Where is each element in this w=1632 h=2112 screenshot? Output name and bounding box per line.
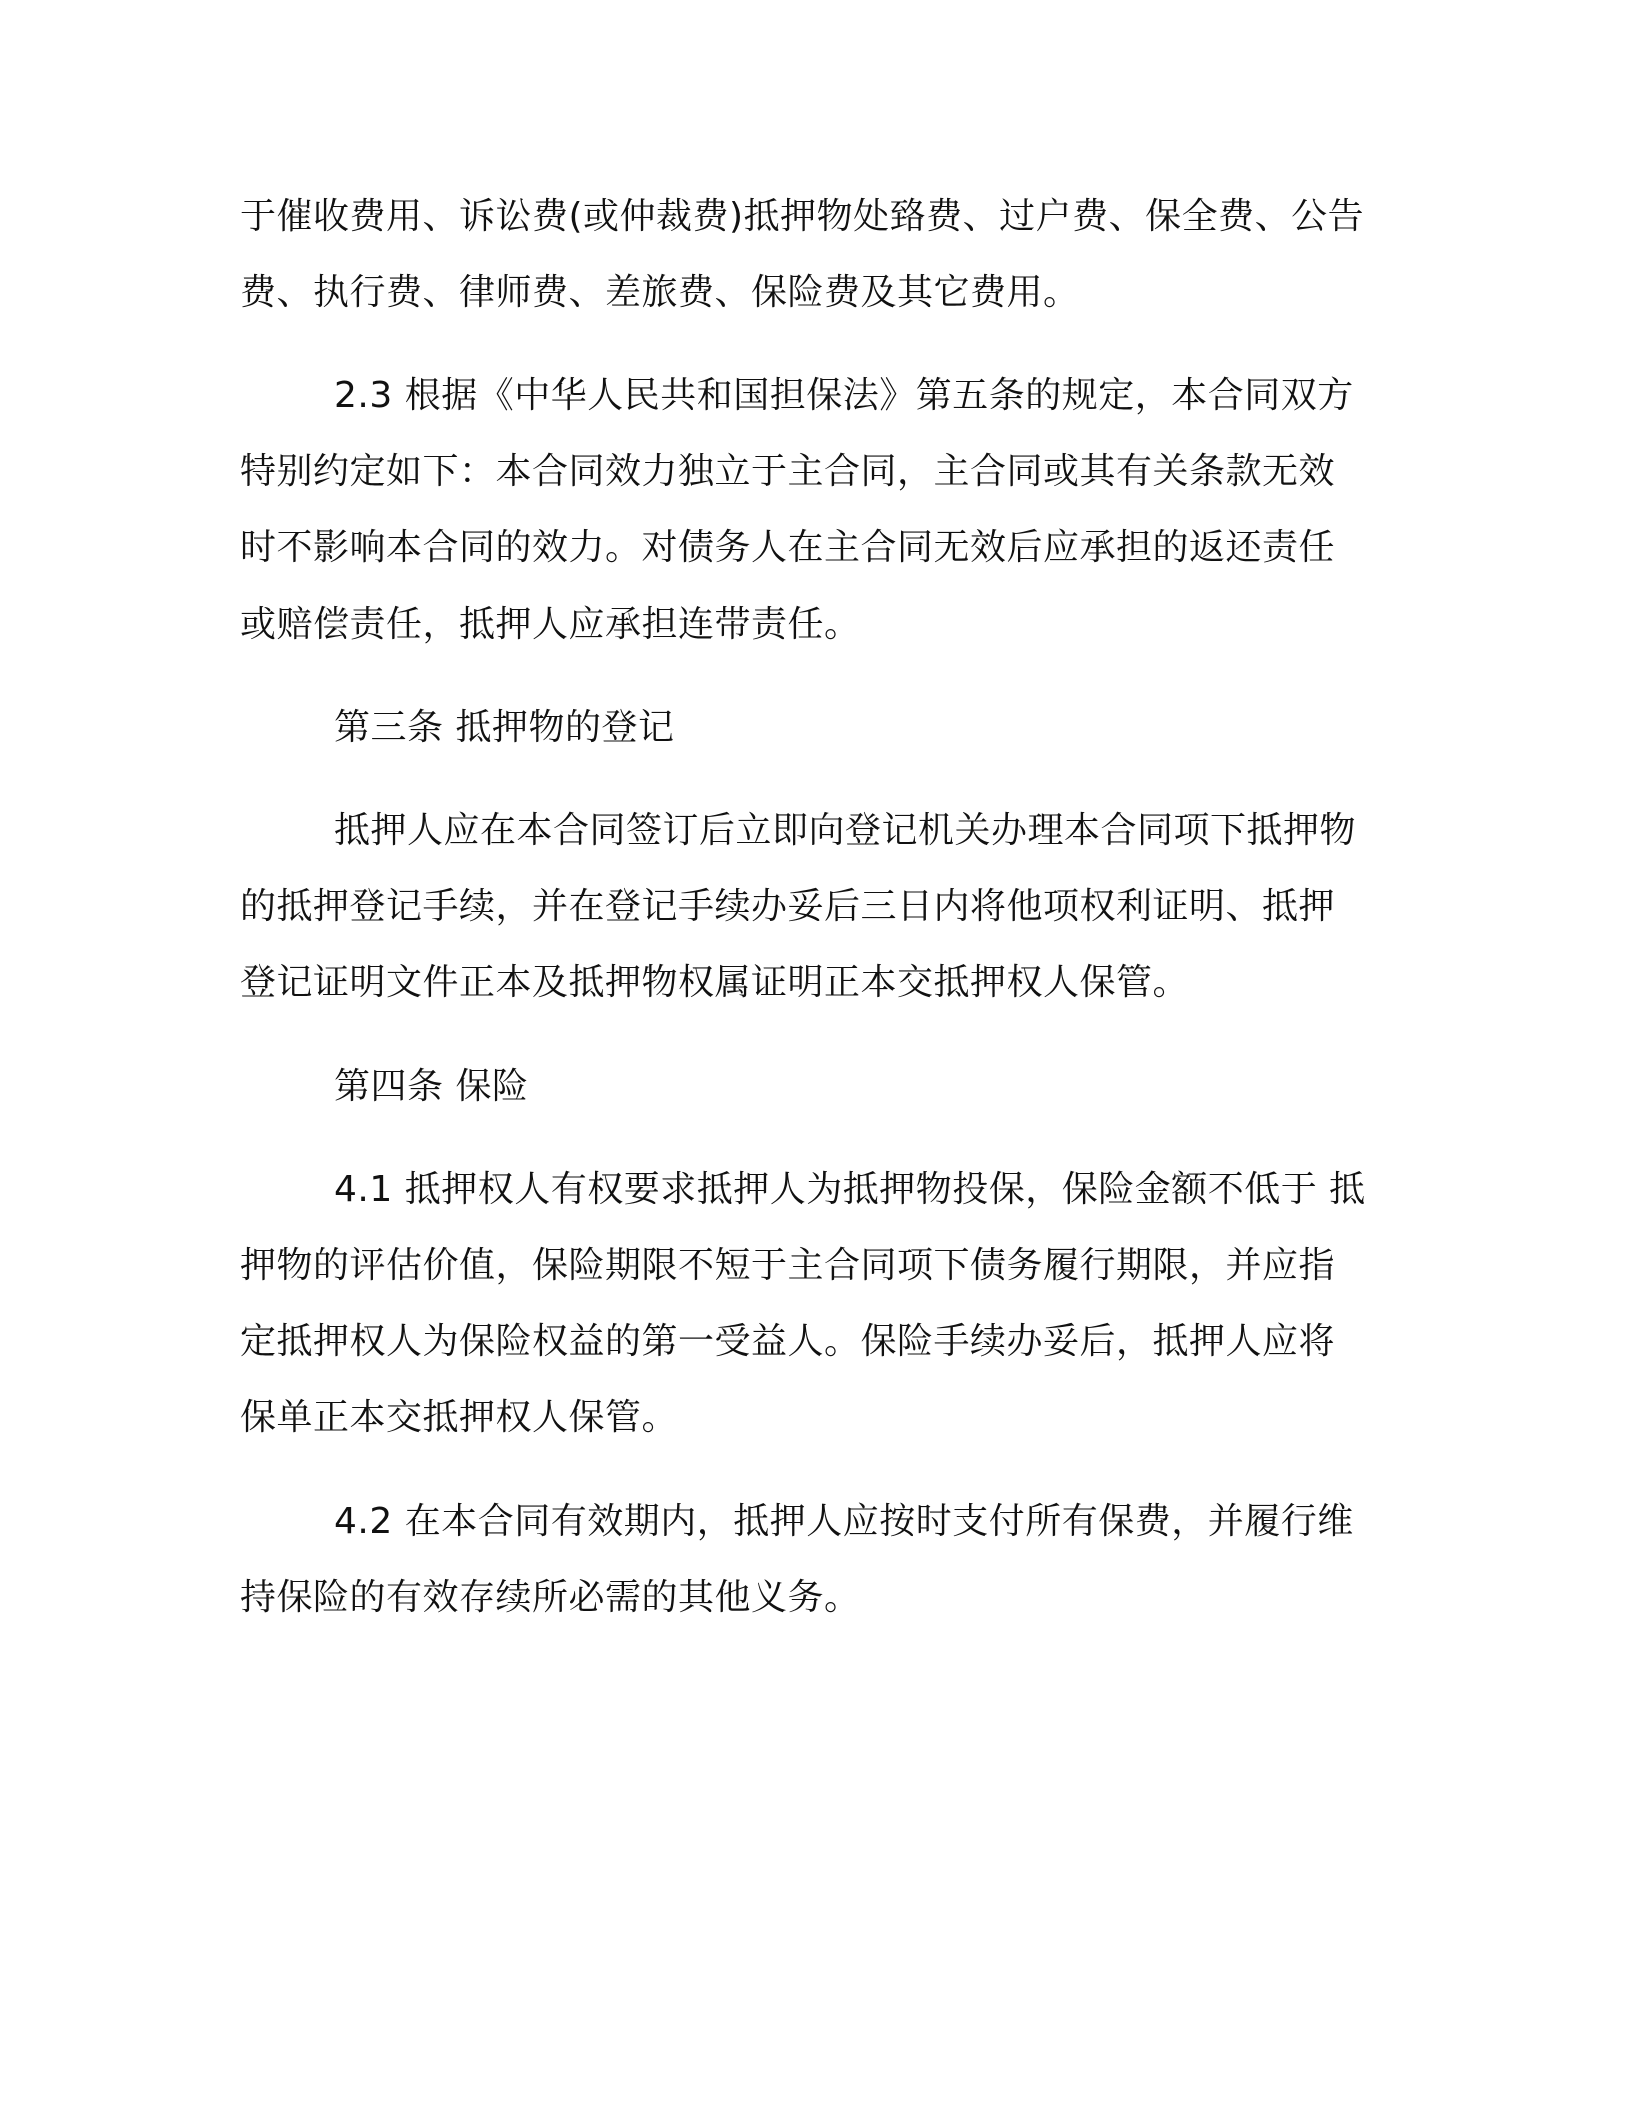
- clause-4-1-line-2: 押物的评估价值，保险期限不短于主合同项下债务履行期限，并应指: [240, 1245, 1336, 1286]
- clause-2-3-line-4: 或赔偿责任，抵押人应承担连带责任。: [240, 604, 861, 645]
- article-4-heading: 第四条 保险: [334, 1066, 529, 1107]
- article-3-heading: 第三条 抵押物的登记: [334, 707, 675, 748]
- clause-2-3-line-3: 时不影响本合同的效力。对债务人在主合同无效后应承担的返还责任: [240, 527, 1336, 568]
- article-3-line-1: 抵押人应在本合同签订后立即向登记机关办理本合同项下抵押物: [334, 810, 1357, 851]
- clause-2-2-line-1: 于催收费用、诉讼费(或仲裁费)抵押物处臵费、过户费、保全费、公告: [240, 196, 1365, 237]
- clause-4-1-line-1: 4.1 抵押权人有权要求抵押人为抵押物投保，保险金额不低于 抵: [334, 1169, 1366, 1210]
- clause-4-2-line-1: 4.2 在本合同有效期内，抵押人应按时支付所有保费，并履行维: [334, 1501, 1354, 1542]
- clause-2-2-line-2: 费、执行费、律师费、差旅费、保险费及其它费用。: [240, 272, 1080, 313]
- clause-4-1-line-3: 定抵押权人为保险权益的第一受益人。保险手续办妥后，抵押人应将: [240, 1321, 1336, 1362]
- clause-2-3-line-2: 特别约定如下：本合同效力独立于主合同，主合同或其有关条款无效: [240, 451, 1336, 492]
- article-3-line-2: 的抵押登记手续，并在登记手续办妥后三日内将他项权利证明、抵押: [240, 886, 1336, 927]
- clause-4-1-line-4: 保单正本交抵押权人保管。: [240, 1397, 679, 1438]
- clause-2-3-line-1: 2.3 根据《中华人民共和国担保法》第五条的规定，本合同双方: [334, 375, 1354, 416]
- clause-4-2-line-2: 持保险的有效存续所必需的其他义务。: [240, 1577, 861, 1618]
- article-3-line-3: 登记证明文件正本及抵押物权属证明正本交抵押权人保管。: [240, 962, 1190, 1003]
